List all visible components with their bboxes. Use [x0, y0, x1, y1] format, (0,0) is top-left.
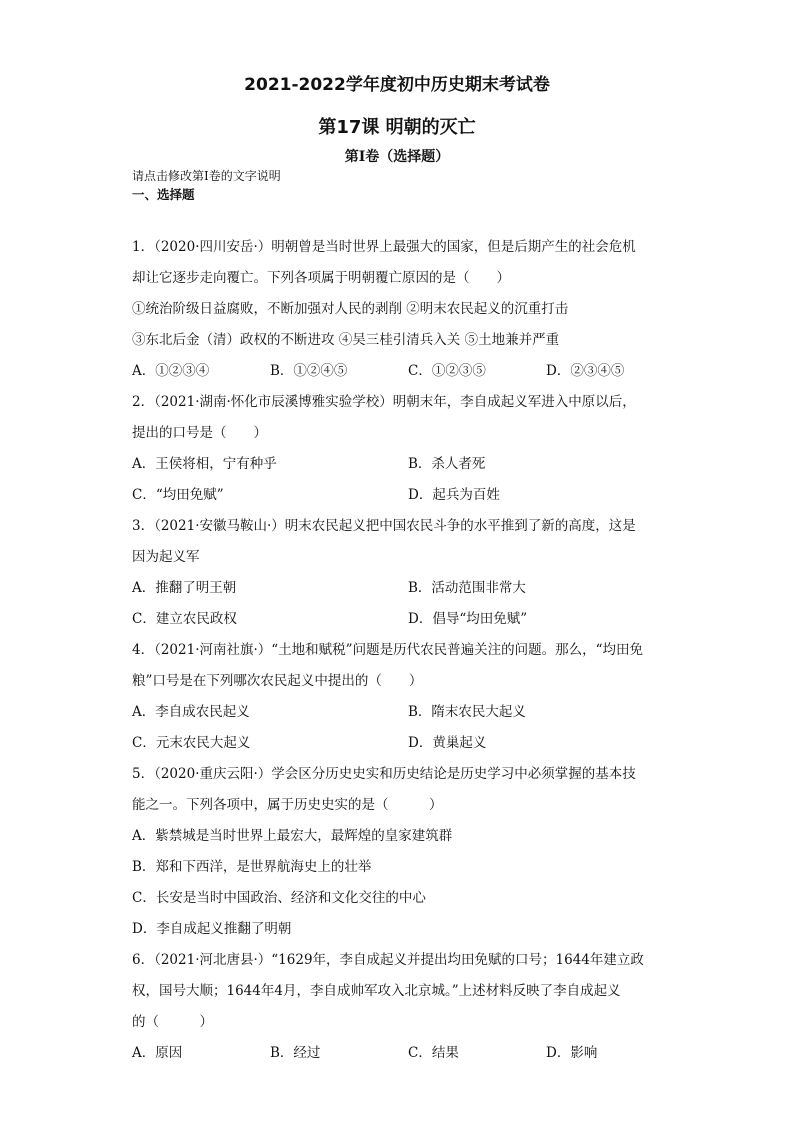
question-3-stem-line-1: 3．（2021·安徽马鞍山·）明末农民起义把中国农民斗争的水平推到了新的高度，这是	[132, 518, 636, 534]
question-2-stem-line-1: 2．（2021·湖南·怀化市辰溪博雅实验学校）明朝末年，李自成起义军进入中原以后，	[132, 394, 636, 410]
question-4-option-b[interactable]: B．隋末农民大起义	[408, 704, 526, 720]
question-1-option-b[interactable]: B．①②④⑤	[270, 363, 348, 379]
question-3-stem-line-2: 因为起义军	[132, 549, 200, 565]
question-2-option-a[interactable]: A．王侯将相，宁有种乎	[132, 456, 277, 472]
question-5-option-d[interactable]: D．李自成起义推翻了明朝	[132, 921, 292, 937]
question-3-option-a[interactable]: A．推翻了明王朝	[132, 580, 237, 596]
lesson-title: 第17课 明朝的灭亡	[318, 117, 476, 138]
question-6-option-a[interactable]: A．原因	[132, 1045, 183, 1061]
question-4-stem-line-2: 粮”口号是在下列哪次农民起义中提出的（ ）	[132, 673, 423, 689]
question-3-option-d[interactable]: D．倡导“均田免赋”	[408, 611, 528, 627]
question-3-option-c[interactable]: C．建立农民政权	[132, 611, 237, 627]
section-heading: 一、选择题	[132, 187, 195, 202]
question-1-option-c[interactable]: C．①②③⑤	[408, 363, 486, 379]
question-1-item-line-1: ①统治阶级日益腐败，不断加强对人民的剥削 ②明末农民起义的沉重打击	[132, 301, 569, 317]
question-6-stem-line-1: 6．（2021·河北唐县·）“1629年，李自成起义并提出均田免赋的口号；1644年建立政	[132, 952, 644, 968]
question-4-option-a[interactable]: A．李自成农民起义	[132, 704, 250, 720]
question-5-option-c[interactable]: C．长安是当时中国政治、经济和文化交往的中心	[132, 890, 426, 906]
question-2-option-c[interactable]: C．“均田免赋”	[132, 487, 224, 503]
volume-title: 第I卷（选择题）	[344, 149, 450, 165]
question-5-stem-line-2: 能之一。下列各项中，属于历史史实的是（ ）	[132, 797, 443, 813]
question-2-option-d[interactable]: D．起兵为百姓	[408, 487, 500, 503]
question-4-option-c[interactable]: C．元末农民大起义	[132, 735, 251, 751]
question-1-stem-line-2: 却让它逐步走向覆亡。下列各项属于明朝覆亡原因的是（ ）	[132, 270, 510, 286]
question-1-option-d[interactable]: D．②③④⑤	[546, 363, 625, 379]
question-5-stem-line-1: 5．（2020·重庆云阳·）学会区分历史史实和历史结论是历史学习中必须掌握的基本技	[132, 766, 636, 782]
question-6-stem-line-3: 的（ ）	[132, 1014, 213, 1030]
question-5-option-b[interactable]: B．郑和下西洋，是世界航海史上的壮举	[132, 859, 372, 875]
question-1-option-a[interactable]: A．①②③④	[132, 363, 210, 379]
question-1-stem-line-1: 1．（2020·四川安岳·）明朝曾是当时世界上最强大的国家，但是后期产生的社会危机	[132, 239, 636, 255]
volume-note[interactable]: 请点击修改第I卷的文字说明	[132, 169, 281, 183]
question-2-option-b[interactable]: B．杀人者死	[408, 456, 486, 472]
question-4-option-d[interactable]: D．黄巢起义	[408, 735, 487, 751]
question-6-option-d[interactable]: D．影响	[546, 1045, 598, 1061]
question-1-item-line-2: ③东北后金（清）政权的不断进攻 ④吴三桂引清兵入关 ⑤土地兼并严重	[132, 332, 560, 348]
exam-title: 2021-2022学年度初中历史期末考试卷	[244, 75, 550, 95]
question-3-option-b[interactable]: B．活动范围非常大	[408, 580, 526, 596]
question-6-option-b[interactable]: B．经过	[270, 1045, 321, 1061]
question-2-stem-line-2: 提出的口号是（ ）	[132, 425, 267, 441]
question-6-option-c[interactable]: C．结果	[408, 1045, 459, 1061]
question-5-option-a[interactable]: A．紫禁城是当时世界上最宏大，最辉煌的皇家建筑群	[132, 828, 453, 844]
question-6-stem-line-2: 权，国号大顺；1644年4月，李自成帅军攻入北京城。”上述材料反映了李自成起义	[132, 983, 621, 999]
question-4-stem-line-1: 4．（2021·河南社旗·）“土地和赋税”问题是历代农民普遍关注的问题。那么，“均田免	[132, 642, 643, 658]
